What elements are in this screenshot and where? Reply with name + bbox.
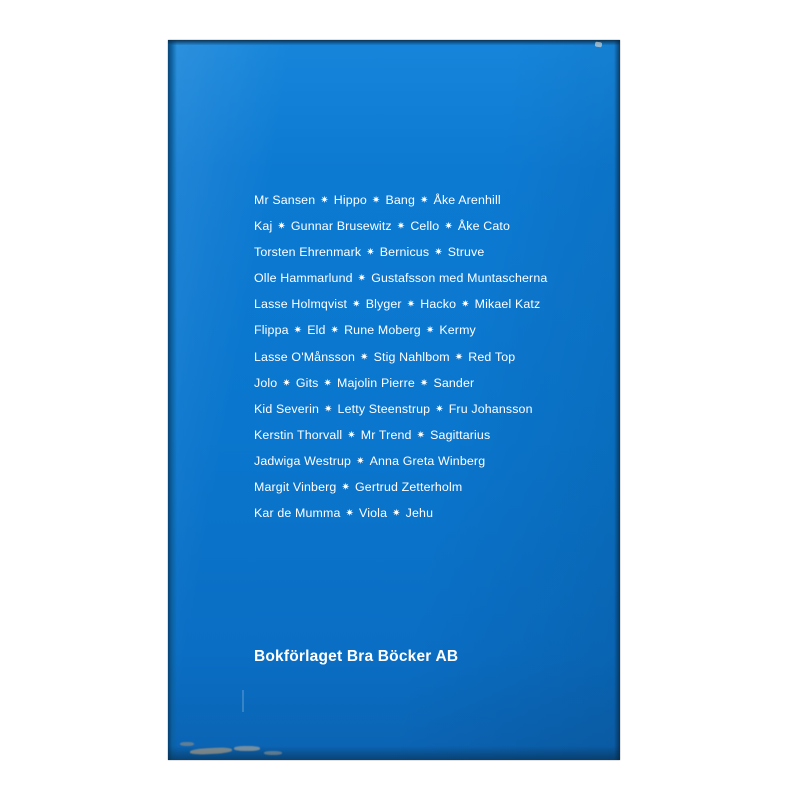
contributor-line (254, 449, 584, 475)
contributor-name: Lasse Holmqvist (254, 297, 348, 312)
wear-mark (180, 742, 194, 746)
contributor-name: Rune Moberg (344, 323, 421, 338)
wear-mark (264, 751, 282, 755)
contributor-line (254, 371, 584, 397)
top-edge-shadow (168, 40, 620, 45)
asterisk-separator-icon: ✷ (444, 221, 453, 233)
asterisk-separator-icon: ✷ (434, 247, 443, 259)
asterisk-separator-icon: ✷ (371, 195, 381, 206)
asterisk-separator-icon: ✷ (419, 377, 429, 389)
asterisk-separator-icon: ✷ (366, 247, 375, 259)
asterisk-separator-icon: ✷ (352, 299, 361, 311)
contributor-list (254, 188, 584, 527)
contributor-name: Gits (295, 375, 319, 390)
asterisk-separator-icon: ✷ (454, 351, 464, 363)
asterisk-separator-icon: ✷ (330, 325, 340, 337)
contributor-name: Mr Sansen (254, 193, 316, 207)
contributor-name: Sander (433, 375, 475, 390)
contributor-name: Cello (410, 219, 440, 234)
asterisk-separator-icon: ✷ (320, 195, 329, 206)
contributor-line (254, 240, 584, 266)
contributor-name: Anna Greta Winberg (369, 453, 486, 468)
asterisk-separator-icon: ✷ (392, 508, 401, 520)
contributor-name: Margit Vinberg (254, 480, 337, 495)
contributor-name: Kar de Mumma (254, 506, 341, 521)
contributor-name: Kaj (254, 219, 273, 234)
asterisk-separator-icon: ✷ (406, 299, 416, 311)
asterisk-separator-icon: ✷ (293, 325, 303, 337)
contributor-line (254, 475, 584, 501)
asterisk-separator-icon: ✷ (420, 195, 429, 206)
contributor-name: Olle Hammarlund (254, 271, 353, 286)
contributor-name: Jehu (405, 506, 434, 521)
contributor-line (254, 345, 584, 371)
contributor-line (254, 397, 584, 423)
contributor-line (254, 292, 584, 318)
contributor-name: Majolin Pierre (337, 375, 415, 390)
asterisk-separator-icon: ✷ (324, 403, 333, 415)
contributor-line (254, 318, 584, 344)
contributor-name: Stig Nahlbom (373, 349, 450, 364)
asterisk-separator-icon: ✷ (323, 377, 333, 389)
contributor-name: Flippa (254, 323, 289, 338)
contributor-name: Kermy (439, 323, 476, 338)
asterisk-separator-icon: ✷ (277, 221, 286, 233)
right-edge-shadow (614, 40, 620, 760)
crease-mark (242, 690, 244, 712)
contributor-name: Mr Trend (360, 427, 412, 442)
asterisk-separator-icon: ✷ (435, 403, 444, 415)
contributor-name: Gunnar Brusewitz (290, 219, 392, 234)
contributor-name: Torsten Ehrenmark (254, 245, 362, 260)
contributor-name: Struve (447, 245, 485, 260)
contributor-line (254, 266, 584, 292)
contributor-name: Jadwiga Westrup (254, 453, 352, 468)
contributor-name: Red Top (468, 349, 516, 364)
asterisk-separator-icon: ✷ (461, 299, 470, 311)
contributor-line (254, 423, 584, 449)
wear-mark (234, 746, 260, 751)
contributor-name: Mikael Katz (474, 297, 541, 312)
book-back-cover (168, 40, 620, 760)
contributor-name: Eld (307, 323, 326, 338)
contributor-name: Letty Steenstrup (337, 401, 431, 416)
contributor-name: Åke Arenhill (433, 193, 501, 207)
contributor-name: Kerstin Thorvall (254, 427, 343, 442)
asterisk-separator-icon: ✷ (282, 377, 291, 389)
asterisk-separator-icon: ✷ (345, 508, 355, 520)
contributor-name: Gertrud Zetterholm (354, 480, 463, 495)
contributor-name: Fru Johansson (448, 401, 533, 416)
contributor-name: Hacko (420, 297, 457, 312)
contributor-name: Bernicus (379, 245, 430, 260)
contributor-name: Hippo (333, 193, 367, 207)
asterisk-separator-icon: ✷ (341, 482, 350, 494)
asterisk-separator-icon: ✷ (357, 273, 367, 285)
contributor-line (254, 214, 584, 240)
asterisk-separator-icon: ✷ (347, 429, 356, 441)
corner-nick (595, 42, 603, 48)
contributor-name: Lasse O'Månsson (254, 349, 356, 364)
asterisk-separator-icon: ✷ (416, 429, 426, 441)
asterisk-separator-icon: ✷ (425, 325, 435, 337)
contributor-line (254, 501, 584, 527)
contributor-name: Blyger (365, 297, 402, 312)
asterisk-separator-icon: ✷ (360, 351, 369, 363)
spine-edge (168, 40, 177, 760)
contributor-line (254, 188, 584, 214)
contributor-name: Kid Severin (254, 401, 320, 416)
asterisk-separator-icon: ✷ (356, 455, 365, 467)
publisher-name: Bokförlaget Bra Böcker AB (254, 648, 459, 665)
contributor-name: Gustafsson med Muntascherna (371, 271, 548, 286)
contributor-name: Bang (385, 193, 415, 207)
contributor-name: Åke Cato (457, 219, 511, 234)
contributor-name: Sagittarius (430, 427, 491, 442)
contributor-name: Viola (359, 506, 388, 521)
asterisk-separator-icon: ✷ (396, 221, 406, 233)
contributor-name: Jolo (254, 375, 278, 390)
